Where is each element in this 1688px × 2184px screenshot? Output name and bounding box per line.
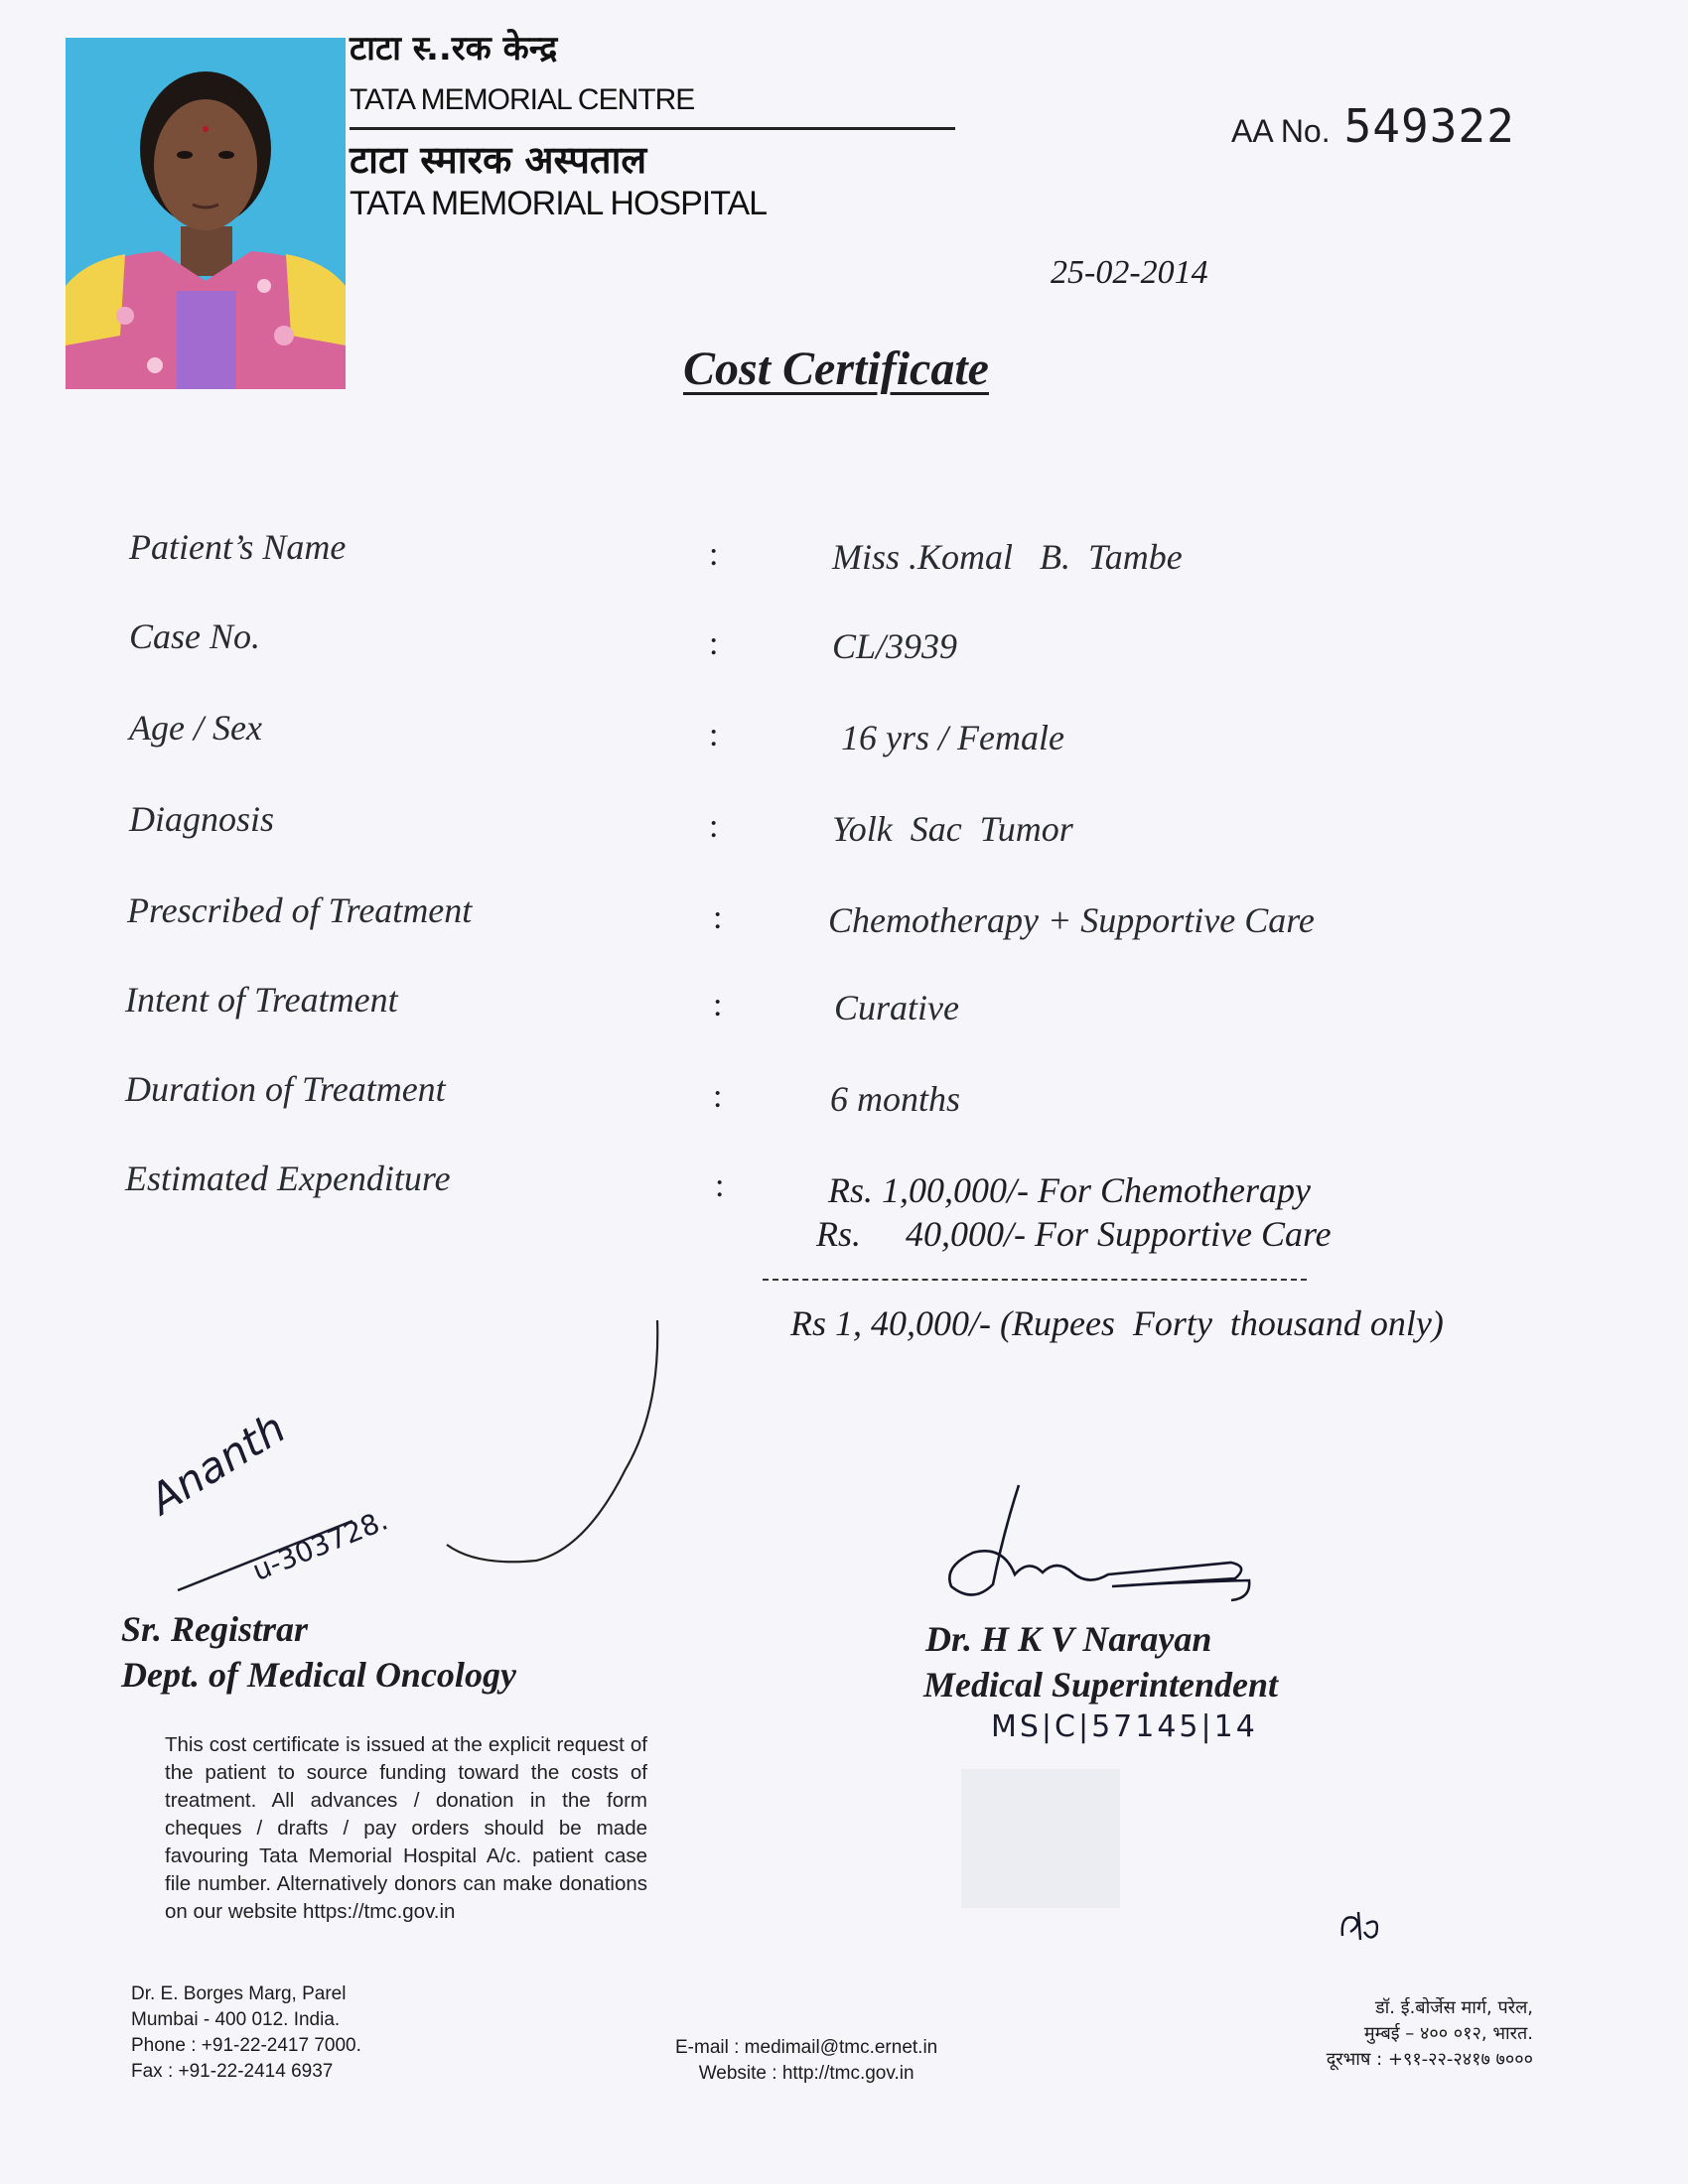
website: Website : http://tmc.gov.in: [698, 2063, 914, 2084]
left-signatory-title: Sr. Registrar: [121, 1609, 309, 1649]
colon: :: [713, 899, 723, 936]
expenditure-line-1: Rs. 1,00,000/- For Chemotherapy: [828, 1170, 1311, 1210]
faded-stamp: [961, 1769, 1120, 1908]
footer-address: [131, 1981, 361, 2085]
expenditure-total: Rs 1, 40,000/- (Rupees Forty thousand only): [790, 1303, 1444, 1343]
right-signatory-name: Dr. H K V Narayan: [925, 1619, 1212, 1659]
fax: Fax : +91-22-2414 6937: [131, 2061, 334, 2082]
value-patient-name: Miss .Komal B. Tambe: [832, 537, 1183, 577]
header-divider: [350, 127, 955, 130]
notice-text: This cost certificate is issued at the explicit request of the patient to source funding toward the costs of treatment. All advances / donation in the form cheques / drafts / pay orders should be made favouring Tata Memorial Hospital A/c. patient case file number. Alternatively donors can make donations on our website https://tmc.gov.in: [165, 1733, 647, 1923]
label-duration-treatment: Duration of Treatment: [125, 1069, 446, 1109]
initials-mark: [1336, 1906, 1386, 1946]
page-title: Cost Certificate: [683, 342, 989, 395]
colon: :: [709, 717, 719, 753]
footer-hindi-address: [1211, 1995, 1533, 2073]
left-signatory-department: Dept. of Medical Oncology: [121, 1655, 516, 1695]
expenditure-line-2: Rs. 40,000/- For Supportive Care: [816, 1214, 1332, 1254]
colon: :: [709, 808, 719, 845]
aa-number: [1231, 99, 1515, 153]
label-intent-treatment: Intent of Treatment: [125, 980, 398, 1020]
colon: :: [709, 536, 719, 573]
left-handwritten-signature: Ananth: [141, 1403, 294, 1524]
right-signatory-title: Medical Superintendent: [923, 1665, 1279, 1705]
value-age-sex: 16 yrs / Female: [832, 718, 1064, 757]
centre-name: TATA MEMORIAL CENTRE: [350, 83, 695, 116]
right-handwritten-reg: MS|C|57145|14: [991, 1709, 1258, 1744]
phone: Phone : +91-22-2417 7000.: [131, 2035, 361, 2056]
label-age-sex: Age / Sex: [129, 708, 262, 748]
total-divider: [763, 1279, 1307, 1281]
value-duration-treatment: 6 months: [830, 1079, 961, 1119]
hindi-phone: दूरभाष : +९१-२२-२४१७ ७०००: [1326, 2049, 1533, 2070]
value-prescribed-treatment: Chemotherapy + Supportive Care: [828, 900, 1315, 940]
colon: :: [713, 987, 723, 1024]
value-case-no: CL/3939: [832, 626, 958, 666]
patient-photo: [66, 38, 346, 389]
label-case-no: Case No.: [129, 616, 261, 656]
hospital-name: TATA MEMORIAL HOSPITAL: [350, 185, 768, 222]
right-signature: [933, 1475, 1291, 1614]
colon: :: [715, 1167, 725, 1204]
left-handwritten-reg: u-303728.: [247, 1503, 393, 1587]
value-intent-treatment: Curative: [834, 988, 959, 1027]
hindi-hospital-name: टाटा स्मारक अस्पताल: [350, 138, 647, 182]
value-diagnosis: Yolk Sac Tumor: [832, 809, 1073, 849]
issue-date: 25-02-2014: [1051, 254, 1208, 291]
footer-contact: [675, 2035, 937, 2087]
address-line-2: Mumbai - 400 012. India.: [131, 2009, 341, 2030]
label-prescribed-treatment: Prescribed of Treatment: [127, 890, 473, 930]
label-diagnosis: Diagnosis: [129, 799, 275, 839]
address-line-1: Dr. E. Borges Marg, Parel: [131, 1983, 347, 2004]
hindi-address-line-1: डॉ. ई.बोर्जेस मार्ग, परेल,: [1375, 1997, 1533, 2018]
hindi-centre-name: टाटा स्‍..रक केन्द्र: [350, 29, 558, 68]
colon: :: [709, 625, 719, 662]
label-patient-name: Patient’s Name: [129, 527, 347, 567]
aa-label: AA No.: [1231, 113, 1331, 149]
colon: :: [713, 1078, 723, 1115]
aa-value: 549322: [1343, 99, 1515, 153]
email: E-mail : medimail@tmc.ernet.in: [675, 2037, 938, 2058]
label-estimated-expenditure: Estimated Expenditure: [125, 1159, 451, 1198]
hindi-address-line-2: मुम्बई – ४०० ०१२, भारत.: [1363, 2023, 1533, 2044]
